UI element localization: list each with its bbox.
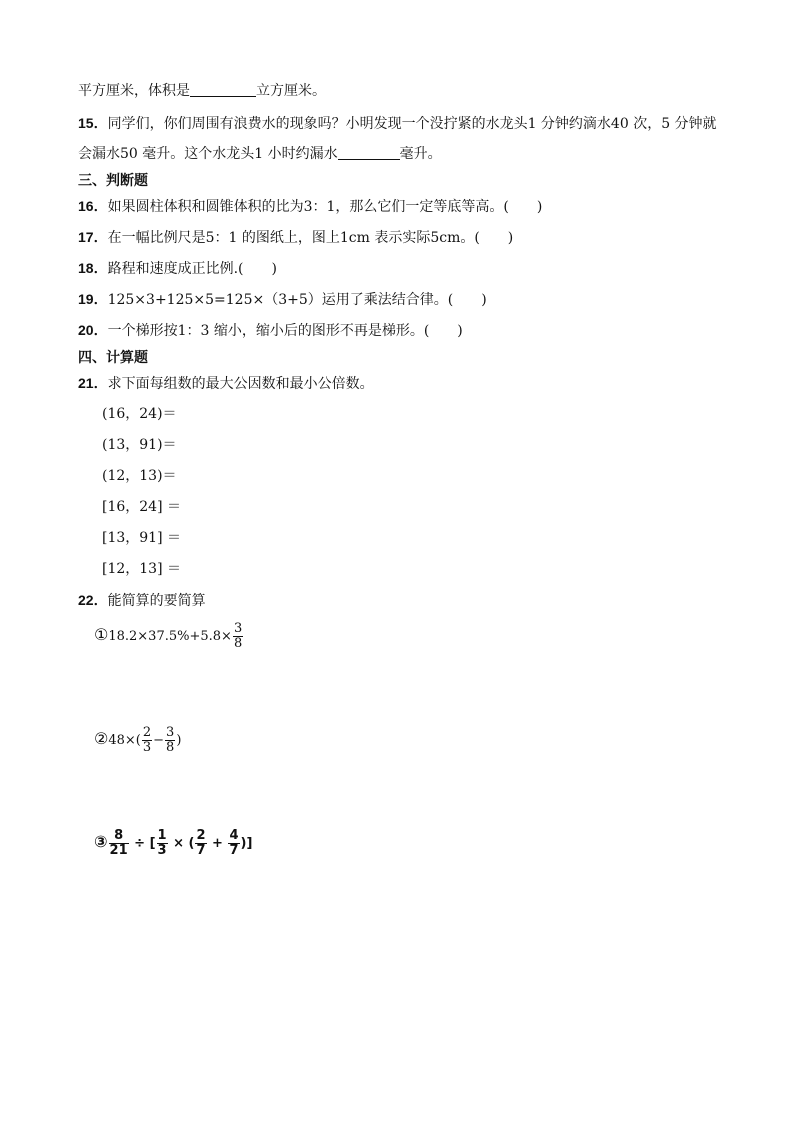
q14-text-pre: 平方厘米，体积是	[78, 83, 190, 99]
q21-item: [12，13] ＝	[102, 561, 182, 577]
frac-denominator: 8	[166, 740, 175, 755]
frac-denominator: 7	[229, 843, 239, 858]
q17-number: 17．	[78, 229, 108, 245]
q22-number: 22．	[78, 592, 108, 608]
frac-denominator: 3	[157, 843, 167, 858]
q15-line2	[78, 145, 442, 163]
q21-item: (12，13)＝	[102, 468, 177, 484]
frac-numerator: 1	[157, 828, 167, 843]
q21-item: [13，91] ＝	[102, 530, 182, 546]
fraction	[195, 829, 206, 858]
q14-tail	[78, 82, 326, 100]
divide-bracket: ÷ [	[129, 836, 156, 851]
close-paren: )	[176, 733, 182, 748]
times-paren: × (	[168, 836, 195, 851]
fraction	[109, 829, 129, 858]
fraction	[228, 829, 239, 858]
q21	[78, 374, 374, 393]
q18-number: 18．	[78, 260, 108, 276]
q22-part1-expr: 18.2×37.5%+5.8×	[108, 629, 232, 644]
q14-blank[interactable]	[190, 82, 256, 97]
q21-number: 21．	[78, 375, 108, 391]
frac-numerator: 3	[166, 725, 175, 740]
circled-one-marker: ①	[94, 625, 109, 644]
q22-part1	[94, 622, 244, 651]
frac-denominator: 3	[142, 740, 152, 755]
q22-part3	[94, 829, 252, 858]
section-3-heading: 三、判断题	[78, 172, 148, 188]
minus-sign: −	[153, 733, 165, 748]
q15-text-line2-end: 毫升。	[399, 146, 442, 162]
frac-denominator: 21	[109, 843, 128, 858]
fraction	[142, 726, 152, 755]
q15-number: 15．	[78, 115, 108, 131]
q15-blank[interactable]	[338, 145, 400, 160]
q21-item: (13，91)＝	[102, 437, 177, 453]
q22-part2-pre: 48×(	[108, 733, 141, 748]
q15-line1	[78, 114, 717, 133]
fraction	[233, 622, 243, 651]
q21-item: (16，24)＝	[102, 406, 177, 422]
q22-part2	[94, 726, 181, 755]
circled-two-marker: ②	[94, 729, 109, 748]
circled-three-marker: ③	[94, 832, 108, 851]
frac-numerator: 2	[142, 725, 152, 740]
q20-text: 一个梯形按1：3 缩小，缩小后的图形不再是梯形。( )	[107, 323, 463, 339]
q17	[78, 228, 513, 247]
q16	[78, 197, 542, 216]
q16-text: 如果圆柱体积和圆锥体积的比为3：1，那么它们一定等底等高。( )	[107, 199, 543, 215]
q17-text: 在一幅比例尺是5：1 的图纸上，图上1cm 表示实际5cm。( )	[107, 230, 514, 246]
q21-text: 求下面每组数的最大公因数和最小公倍数。	[107, 376, 374, 392]
section-4-heading: 四、计算题	[78, 349, 148, 365]
q20-number: 20．	[78, 322, 108, 338]
frac-numerator: 3	[233, 621, 243, 636]
fraction	[165, 726, 175, 755]
q18	[78, 259, 277, 278]
q18-text: 路程和速度成正比例.( )	[107, 261, 277, 277]
frac-numerator: 4	[229, 828, 239, 843]
q22	[78, 591, 206, 610]
frac-denominator: 8	[233, 636, 243, 651]
q19-text: 125×3+125×5=125×（3+5）运用了乘法结合律。( )	[107, 292, 487, 308]
fraction	[157, 829, 168, 858]
frac-denominator: 7	[196, 843, 206, 858]
q15-text-line2: 会漏水50 毫升。这个水龙头1 小时约漏水	[78, 146, 338, 162]
q20	[78, 321, 463, 340]
frac-numerator: 2	[196, 828, 206, 843]
q21-item: [16，24] ＝	[102, 499, 182, 515]
q19	[78, 290, 487, 309]
q16-number: 16．	[78, 198, 108, 214]
close-bracket: )]	[240, 836, 253, 851]
frac-numerator: 8	[109, 829, 129, 844]
plus-sign: +	[207, 836, 228, 851]
q15-text-line1: 同学们，你们周围有浪费水的现象吗？小明发现一个没拧紧的水龙头1 分钟约滴水40 次，5 分钟就	[107, 116, 717, 132]
q19-number: 19．	[78, 291, 108, 307]
q22-text: 能简算的要简算	[107, 593, 206, 609]
q14-text-post: 立方厘米。	[256, 83, 326, 99]
